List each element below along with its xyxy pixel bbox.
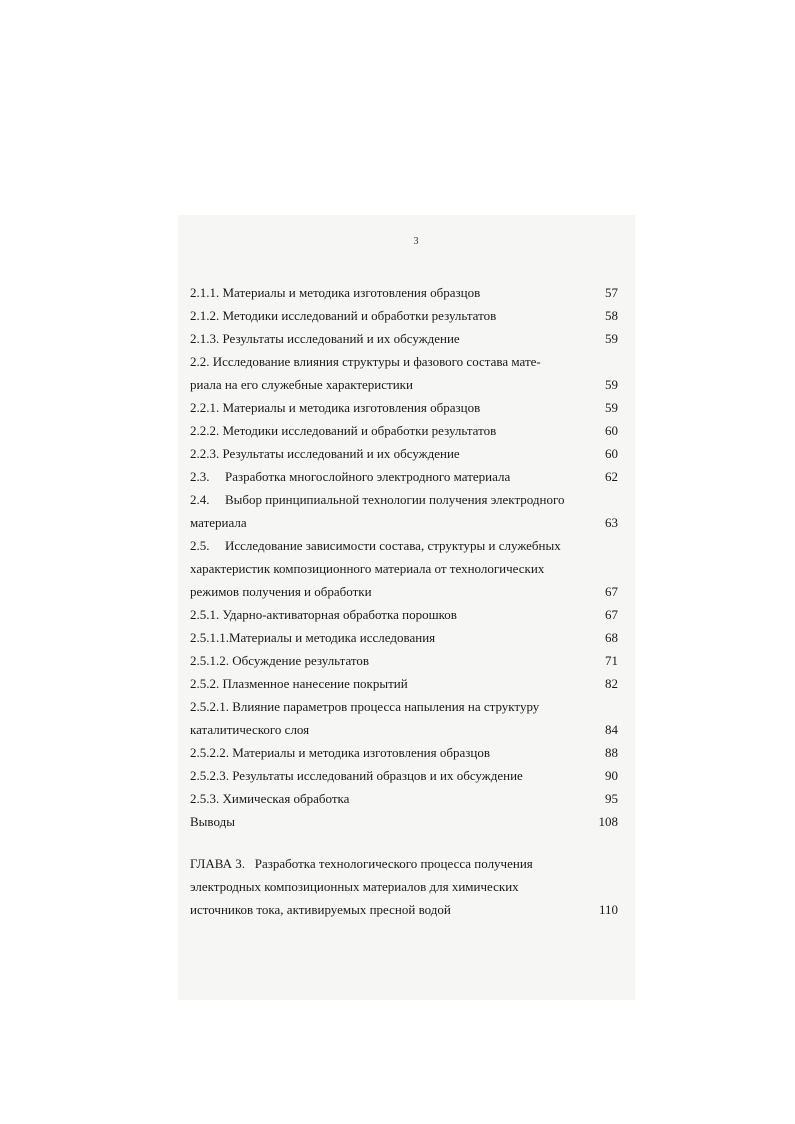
toc-page: 95 bbox=[605, 791, 618, 806]
toc-title: 2.1.3. Результаты исследований и их обсуждение bbox=[190, 331, 460, 346]
toc-title: 2.2.1. Материалы и методика изготовления образцов bbox=[190, 400, 481, 415]
toc-row bbox=[190, 741, 620, 764]
toc-row bbox=[190, 442, 620, 465]
table-of-contents bbox=[190, 281, 620, 921]
toc-row bbox=[190, 350, 620, 373]
chapter3-title: электродных композиционных материалов для химических bbox=[190, 879, 519, 894]
toc-page: 60 bbox=[605, 423, 618, 438]
toc-title: режимов получения и обработки bbox=[190, 584, 372, 599]
toc-page: 82 bbox=[605, 676, 618, 691]
toc-title: 2.5.2.1. Влияние параметров процесса напыления на структуру bbox=[190, 699, 540, 714]
toc-row bbox=[190, 764, 620, 787]
toc-title: Исследование зависимости состава, структуры и служебных bbox=[225, 538, 561, 553]
toc-page: 71 bbox=[605, 653, 618, 668]
toc-page: 67 bbox=[605, 584, 618, 599]
toc-page: 57 bbox=[605, 285, 618, 300]
toc-title: риала на его служебные характеристики bbox=[190, 377, 413, 392]
toc-row bbox=[190, 396, 620, 419]
toc-page: 59 bbox=[605, 377, 618, 392]
toc-row bbox=[190, 718, 620, 741]
toc-row bbox=[190, 672, 620, 695]
chapter3-label: ГЛАВА 3. bbox=[190, 856, 245, 871]
toc-row bbox=[190, 534, 620, 557]
toc-title: 2.5.3. Химическая обработка bbox=[190, 791, 350, 806]
chapter3-title: Разработка технологического процесса получения bbox=[254, 856, 533, 871]
toc-row bbox=[190, 281, 620, 304]
toc-title: 2.5.2.2. Материалы и методика изготовления образцов bbox=[190, 745, 490, 760]
toc-page: 68 bbox=[605, 630, 618, 645]
page-number: 3 bbox=[413, 236, 419, 247]
toc-page: 59 bbox=[605, 331, 618, 346]
toc-row bbox=[190, 327, 620, 350]
toc-page: 60 bbox=[605, 446, 618, 461]
toc-row bbox=[190, 419, 620, 442]
toc-title: Разработка многослойного электродного материала bbox=[225, 469, 511, 484]
toc-row bbox=[190, 511, 620, 534]
toc-row bbox=[190, 580, 620, 603]
toc-title: 2.5.1. Ударно-активаторная обработка порошков bbox=[190, 607, 457, 622]
chapter3-row bbox=[190, 875, 620, 898]
toc-page: 108 bbox=[598, 814, 618, 829]
toc-title: Выводы bbox=[190, 814, 235, 829]
toc-row bbox=[190, 557, 620, 580]
toc-row bbox=[190, 465, 620, 488]
toc-title: материала bbox=[190, 515, 247, 530]
toc-row bbox=[190, 695, 620, 718]
chapter3-row bbox=[190, 898, 620, 921]
toc-row bbox=[190, 304, 620, 327]
toc-page: 62 bbox=[605, 469, 618, 484]
toc-title: 2.1.2. Методики исследований и обработки результатов bbox=[190, 308, 497, 323]
chapter3-title: источников тока, активируемых пресной водой bbox=[190, 902, 451, 917]
toc-row bbox=[190, 373, 620, 396]
chapter3-row bbox=[190, 852, 620, 875]
toc-section-number: 2.4. bbox=[190, 492, 210, 507]
toc-title: 2.5.2.3. Результаты исследований образцов и их обсуждение bbox=[190, 768, 523, 783]
toc-title: Выбор принципиальной технологии получения электродного bbox=[225, 492, 565, 507]
toc-title: каталитического слоя bbox=[190, 722, 310, 737]
toc-row bbox=[190, 626, 620, 649]
toc-page: 58 bbox=[605, 308, 618, 323]
toc-page: 59 bbox=[605, 400, 618, 415]
toc-row bbox=[190, 649, 620, 672]
toc-title: 2.5.1.2. Обсуждение результатов bbox=[190, 653, 370, 668]
toc-row-conclusions bbox=[190, 810, 620, 833]
toc-row bbox=[190, 488, 620, 511]
toc-title: 2.2.3. Результаты исследований и их обсуждение bbox=[190, 446, 460, 461]
toc-page: 63 bbox=[605, 515, 618, 530]
toc-row bbox=[190, 603, 620, 626]
toc-section-number: 2.3. bbox=[190, 469, 210, 484]
toc-title: характеристик композиционного материала от технологических bbox=[190, 561, 545, 576]
toc-page: 84 bbox=[605, 722, 618, 737]
toc-row bbox=[190, 787, 620, 810]
toc-title: 2.1.1. Материалы и методика изготовления образцов bbox=[190, 285, 481, 300]
toc-section-number: 2.5. bbox=[190, 538, 210, 553]
toc-page: 110 bbox=[598, 902, 618, 917]
toc-title: 2.2.2. Методики исследований и обработки результатов bbox=[190, 423, 497, 438]
toc-page: 90 bbox=[605, 768, 618, 783]
toc-title: 2.5.2. Плазменное нанесение покрытий bbox=[190, 676, 408, 691]
toc-page: 67 bbox=[605, 607, 618, 622]
toc-title: 2.5.1.1.Материалы и методика исследования bbox=[190, 630, 436, 645]
toc-page: 88 bbox=[605, 745, 618, 760]
toc-title: 2.2. Исследование влияния структуры и фазового состава мате- bbox=[190, 354, 541, 369]
